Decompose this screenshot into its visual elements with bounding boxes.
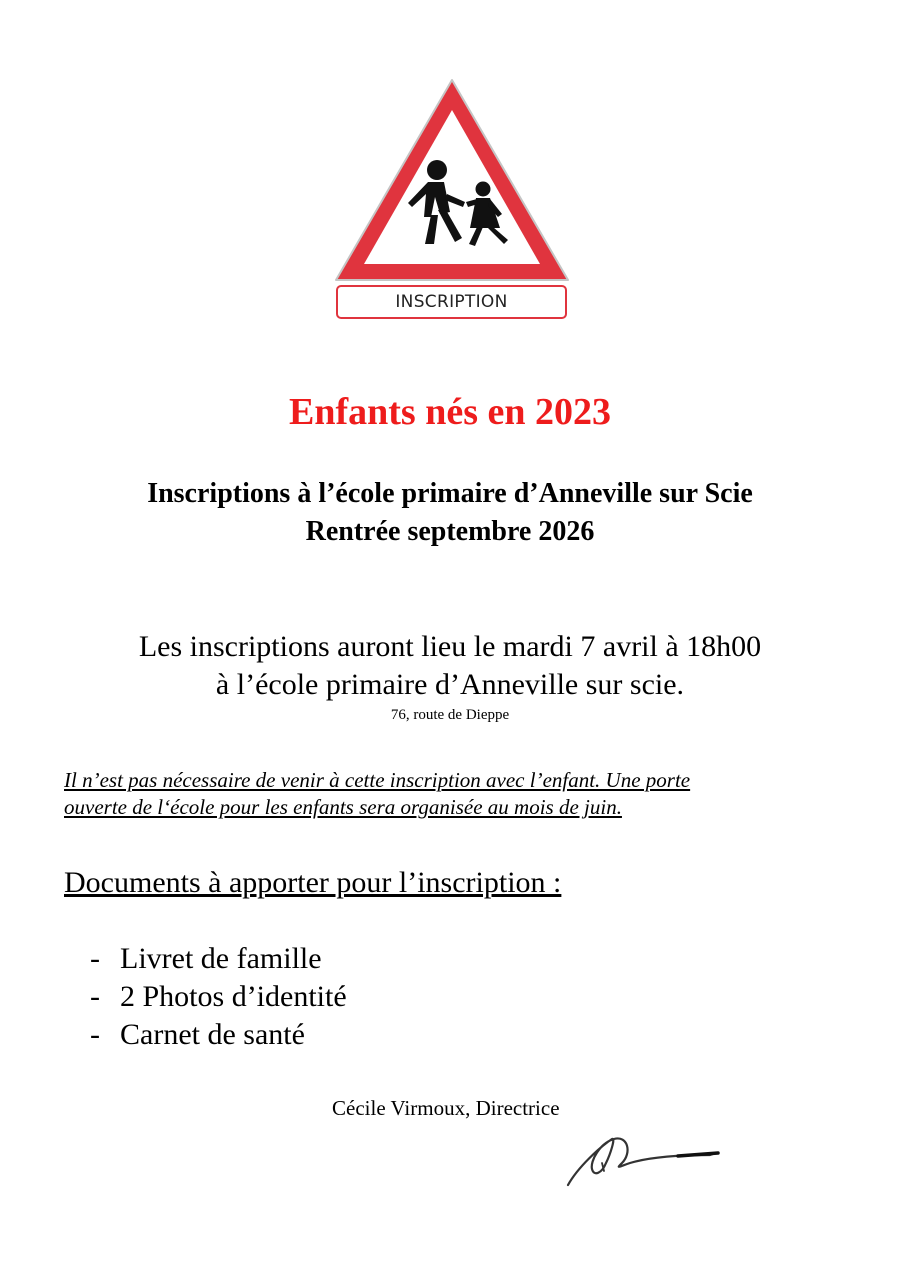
info-date: Les inscriptions auront lieu le mardi 7 avril à 18h00 [138,630,762,663]
document-label: 2 Photos d’identité [120,980,347,1013]
list-dash: - [90,980,100,1013]
signatory-name: Cécile Virmoux, Directrice [332,1096,560,1120]
note-line-2: ouverte de l‘école pour les enfants sera organisée au mois de juin. [64,795,622,820]
document-label: Carnet de santé [120,1018,305,1051]
school-crossing-sign [330,72,575,327]
subtitle-school: Inscriptions à l’école primaire d’Anneville sur Scie [147,478,753,509]
subtitle-rentree: Rentrée septembre 2026 [305,516,595,547]
documents-list [90,940,347,1054]
page-title: Enfants nés en 2023 [289,391,611,433]
info-place: à l’école primaire d’Anneville sur scie. [215,668,685,701]
list-dash: - [90,1018,100,1051]
list-dash: - [90,942,100,975]
note [64,767,844,822]
documents-title: Documents à apporter pour l’inscription : [64,866,562,899]
list-item [90,940,347,978]
address: 76, route de Dieppe [390,707,510,723]
document-label: Livret de famille [120,942,322,975]
list-item [90,1016,347,1054]
sign-label: INSCRIPTION [336,285,567,319]
children-crossing-icon [330,72,575,287]
note-line-1: Il n’est pas nécessaire de venir à cette inscription avec l’enfant. Une porte [64,768,691,792]
handwritten-signature [560,1125,730,1197]
list-item [90,978,347,1016]
